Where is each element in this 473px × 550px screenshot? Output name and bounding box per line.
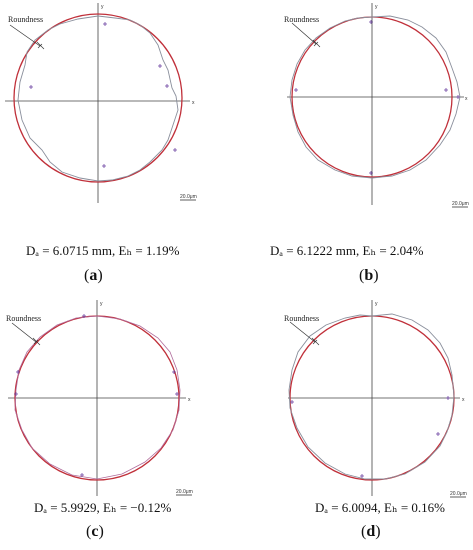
- panel-a-scale-label: 20.0μm: [180, 194, 197, 200]
- panel-a-diagram: [5, 3, 197, 203]
- panel-c-callout-line: [12, 323, 36, 342]
- panel-a-label: (a): [84, 267, 103, 284]
- panel-c-x-label: x: [188, 397, 191, 403]
- panel-d-scale-label: 20.0μm: [450, 491, 467, 497]
- panel-d-label: (d): [361, 523, 381, 540]
- panel-d-caption: Dₐ = 6.0094, Eₕ = 0.16%: [315, 500, 445, 515]
- panel-c-scale-label: 20.0μm: [176, 489, 193, 495]
- panel-b-y-label: y: [375, 4, 378, 10]
- panel-a-callout-tick: [37, 42, 44, 49]
- panel-b-caption: Dₐ = 6.1222 mm, Eₕ = 2.04%: [270, 243, 424, 258]
- panel-a-x-label: x: [192, 100, 195, 106]
- panel-c-label: (c): [86, 523, 104, 540]
- panel-d-callout-line: [290, 322, 315, 342]
- panel-a-y-label: y: [101, 4, 104, 10]
- panel-a-callout-line: [10, 25, 40, 46]
- panel-b-callout-tick: [313, 40, 320, 47]
- panel-c-y-label: y: [100, 301, 103, 307]
- panel-c-diagram: [6, 300, 193, 496]
- panel-b-callout-line: [292, 23, 316, 44]
- panel-d-markers: [290, 396, 450, 478]
- panel-c-callout-text: Roundness: [6, 314, 42, 323]
- panel-b-callout-text: Roundness: [284, 15, 320, 24]
- panel-d-y-label: y: [375, 301, 378, 307]
- panel-a-caption: Dₐ = 6.0715 mm, Eₕ = 1.19%: [26, 243, 180, 258]
- panel-d-callout-text: Roundness: [284, 314, 320, 323]
- panel-b-diagram: [284, 3, 469, 207]
- panel-b-x-label: x: [465, 96, 468, 102]
- panel-d-diagram: [284, 300, 467, 497]
- panel-b-label: (b): [359, 267, 379, 284]
- panel-b-markers: [294, 20, 460, 175]
- panel-c-callout-tick: [33, 338, 40, 345]
- panel-b-scale-label: 20.0μm: [452, 201, 469, 207]
- panel-c-caption: Dₐ = 5.9929, Eₕ = −0.12%: [34, 500, 172, 515]
- panel-a-callout-text: Roundness: [8, 15, 44, 24]
- panel-d-x-label: x: [462, 397, 465, 403]
- panel-a-markers: [29, 22, 177, 168]
